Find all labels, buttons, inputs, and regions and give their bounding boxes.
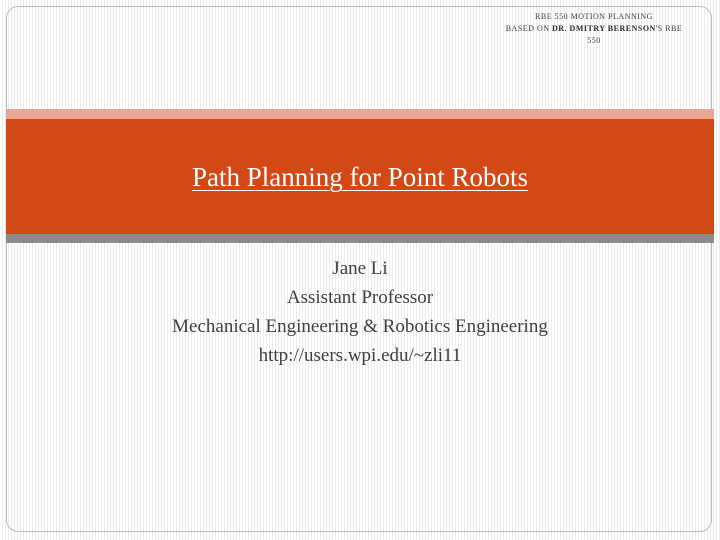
author-url[interactable]: http://users.wpi.edu/~zli11 <box>258 345 462 366</box>
header-note-suffix: 'S RBE <box>655 24 683 33</box>
header-note <box>494 11 694 47</box>
title-band-bottom-stripe <box>6 234 714 243</box>
header-note-line3: 550 <box>587 36 601 45</box>
header-note-name: DR. DMITRY BERENSON <box>552 24 656 33</box>
header-note-line2 <box>494 23 694 35</box>
header-note-prefix: BASED ON <box>505 24 552 33</box>
title-band-top-stripe <box>6 109 714 119</box>
slide-title[interactable]: Path Planning for Point Robots <box>191 162 529 192</box>
author-name: Jane Li <box>332 258 388 279</box>
header-note-line1: RBE 550 MOTION PLANNING <box>535 12 653 21</box>
author-position: Assistant Professor <box>286 287 434 308</box>
slide-subtitle <box>0 254 720 370</box>
author-department: Mechanical Engineering & Robotics Engineering <box>172 316 548 337</box>
